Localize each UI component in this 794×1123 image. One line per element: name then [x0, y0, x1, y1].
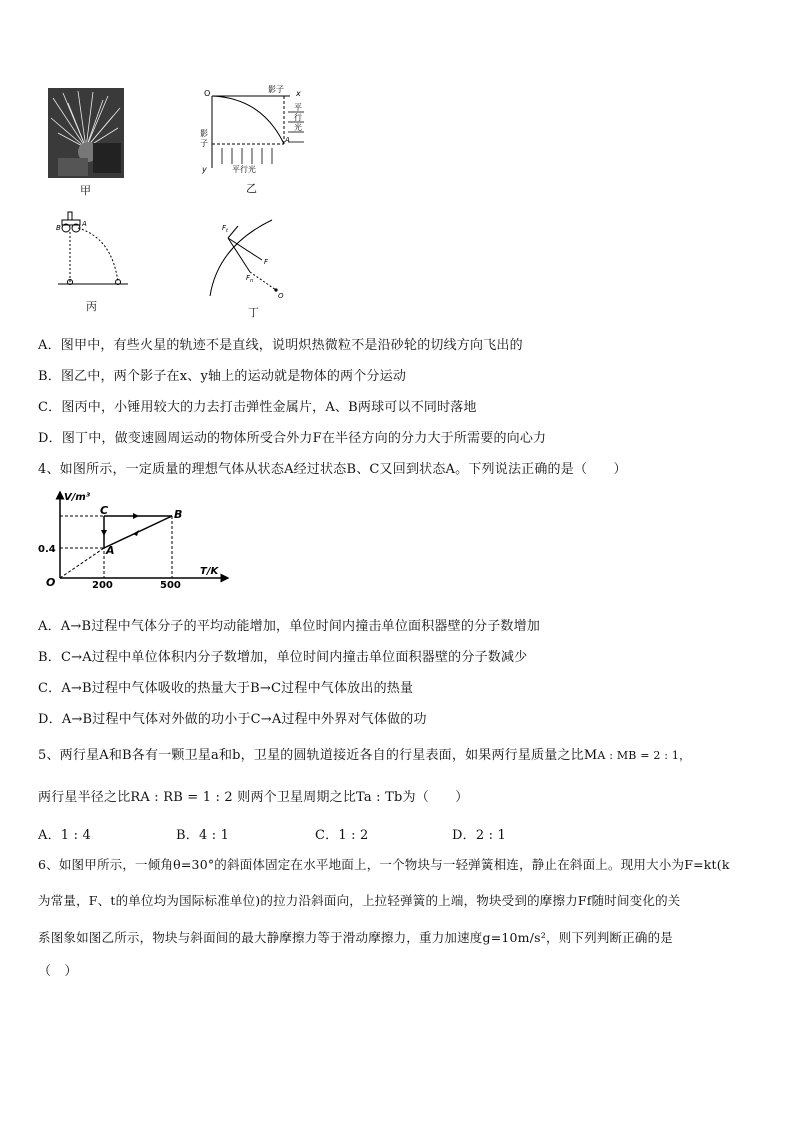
yi-origin-label: O [204, 89, 211, 98]
q4-option-b: B．C→A过程中单位体积内分子数增加，单位时间内撞击单位面积器壁的分子数减少 [38, 650, 528, 665]
figure-jia-photo [48, 88, 124, 178]
q3-option-d: D．图丁中，做变速圆周运动的物体所受合外力F在半径方向的分力大于所需要的向心力 [38, 431, 547, 446]
yi-shadow-top-label: 影子 [268, 85, 284, 94]
figure-yi [192, 84, 312, 176]
q5-line1-text: 5、两行星A和B各有一颗卫星a和b，卫星的圆轨道接近各自的行星表面，如果两行星质量之比M [38, 748, 598, 763]
yi-x-axis-label: x [296, 89, 301, 98]
circular-motion-force-diagram [204, 216, 294, 300]
q5-line1-tail: A : MB = 2 : 1， [597, 749, 691, 762]
figure-ding-caption: 丁 [248, 306, 259, 319]
ding-f-label: F [264, 258, 269, 266]
q3-option-c: C．图丙中，小锤用较大的力去打击弹性金属片，A、B两球可以不同时落地 [38, 400, 477, 415]
figure-bing-caption: 丙 [86, 300, 97, 313]
yi-side-text-3: 光 [294, 123, 302, 132]
q4-point-c: C [100, 504, 109, 517]
q5-line2: 两行星半径之比RA : RB = 1 : 2 则两个卫星周期之比Ta : Tb为（ ） [38, 790, 469, 805]
hammer-balls-diagram [54, 208, 134, 292]
q4-vt-graph [36, 486, 236, 588]
q5-line1 [38, 744, 690, 763]
sparks-photo-icon [48, 88, 124, 178]
bing-a-label: A [82, 220, 87, 228]
q4-point-b: B [174, 508, 183, 521]
yi-y-axis-label: y [202, 165, 207, 174]
bing-b-label: B [56, 224, 61, 232]
yi-point-a-label: A [285, 136, 290, 144]
q4-ytick: 0.4 [38, 544, 56, 555]
q4-option-d: D．A→B过程中气体对外做的功小于C→A过程中外界对气体做的功 [38, 712, 427, 727]
q4-ylabel: V/m³ [64, 492, 91, 503]
yi-side-text-1: 平 [294, 103, 302, 112]
q5-option-b: B．4 : 1 [176, 828, 230, 843]
yi-shadow-left-1: 影 [200, 129, 208, 138]
ding-ft-label: $F_t$ [222, 224, 228, 234]
q3-option-b: B．图乙中，两个影子在x、y轴上的运动就是物体的两个分运动 [38, 369, 407, 384]
q4-xlabel: T/K [200, 566, 219, 577]
yi-bottom-text: 平行光 [232, 165, 256, 174]
q6-line1: 6、如图甲所示，一倾角θ=30°的斜面体固定在水平地面上，一个物块与一轻弹簧相连，静止在斜面上。现用大小为F=kt(k [38, 857, 730, 872]
figure-bing [54, 208, 134, 292]
q4-point-a: A [106, 544, 115, 557]
q6-line2: 为常量，F、t的单位均为国际标准单位)的拉力沿斜面向，上拉轻弹簧的上端，物块受到的摩擦力Ff随时间变化的关 [38, 893, 681, 908]
q4-option-c: C．A→B过程中气体吸收的热量大于B→C过程中气体放出的热量 [38, 681, 414, 696]
v-t-state-diagram [36, 486, 236, 588]
q6-line4: （ ） [38, 964, 78, 979]
ding-o-label: O [278, 292, 284, 300]
q3-option-a: A．图甲中，有些火星的轨迹不是直线，说明炽热微粒不是沿砂轮的切线方向飞出的 [38, 338, 523, 353]
q5-option-a: A．1 : 4 [38, 828, 91, 843]
q4-stem: 4、如图所示，一定质量的理想气体从状态A经过状态B、C又回到状态A。下列说法正确的是（ ） [38, 462, 627, 477]
yi-side-text-2: 行 [294, 113, 302, 122]
figure-jia-caption: 甲 [80, 184, 91, 197]
q4-option-a: A．A→B过程中气体分子的平均动能增加，单位时间内撞击单位面积器壁的分子数增加 [38, 619, 541, 634]
ding-fn-label: $F_n$ [246, 274, 254, 284]
figure-yi-caption: 乙 [246, 182, 257, 195]
figure-ding [204, 216, 294, 300]
yi-shadow-left-2: 子 [200, 139, 208, 148]
q6-line3: 系图象如图乙所示，物块与斜面间的最大静摩擦力等于滑动摩擦力，重力加速度g=10m/s²，则下列判断正确的是 [38, 930, 673, 945]
q4-xtick-500: 500 [160, 580, 181, 588]
q4-origin: O [46, 576, 56, 588]
q4-xtick-200: 200 [92, 580, 113, 588]
q5-option-d: D．2 : 1 [452, 828, 507, 843]
q5-option-c: C．1 : 2 [315, 828, 369, 843]
projectile-shadow-diagram [192, 84, 312, 176]
